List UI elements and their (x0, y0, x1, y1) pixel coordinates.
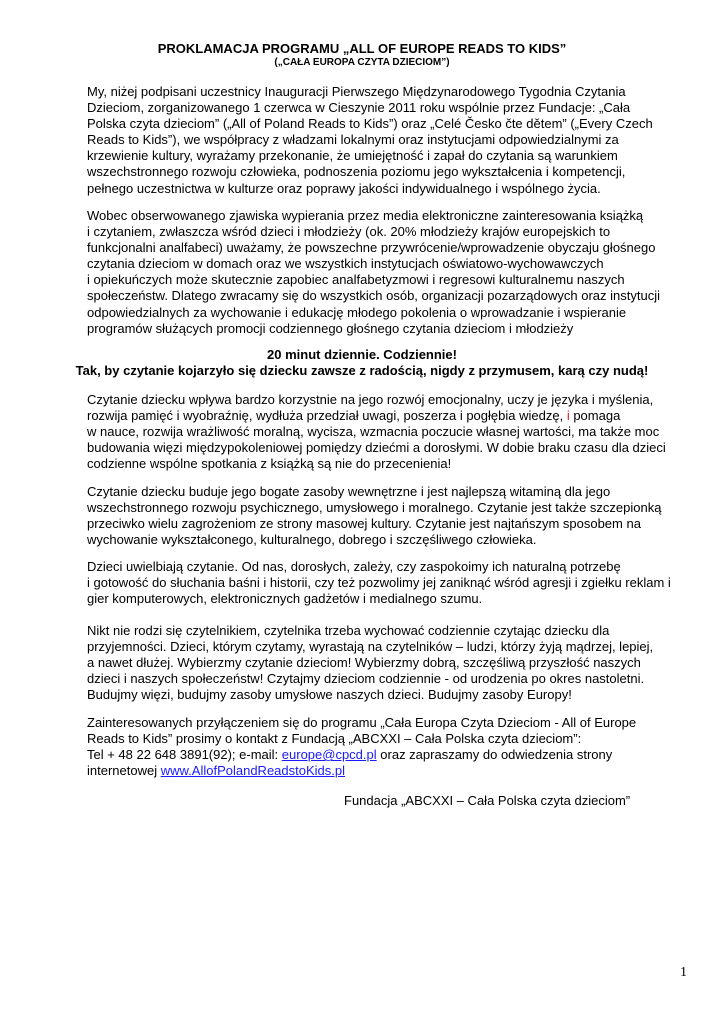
text-line: czytania dzieciom w domach oraz we wszystkich instytucjach oświatowo-wychowawczych (87, 256, 604, 272)
paragraph-benefits (87, 392, 689, 472)
text-line: krzewienie kultury, wyrażamy przekonanie, że umiejętność i zapał do czytania są warunkiem (87, 148, 618, 164)
text-line: Reads to Kids” prosimy o kontakt z Fundacją „ABCXXI – Cała Polska czyta dzieciom”: (87, 731, 582, 747)
text-line: wychowanie wykształconego, kulturalnego, dobrego i szczęśliwego człowieka. (87, 532, 537, 548)
text-line: programów służących promocji codziennego głośnego czytania dzieciom i młodzieży (87, 320, 574, 336)
text-line: Polska czyta dzieciom” („All of Poland Reads to Kids”) oraz „Celé Česko čte dětem” („Every Czech (87, 116, 653, 132)
paragraph-resources (87, 484, 689, 548)
text-fragment: internetowej (87, 763, 158, 779)
text-line: pełnego uczestnictwa w kulturze oraz poprawy jakości indywidualnego i wspólnego życia. (87, 180, 601, 196)
text-line: gier komputerowych, elektronicznych gadżetów i medialnego szumu. (87, 591, 483, 607)
email-link[interactable]: europe@cpcd.pl (281, 747, 377, 763)
text-line (87, 763, 689, 779)
text-line (87, 747, 689, 763)
text-fragment: oraz zapraszamy do odwiedzenia strony (380, 747, 613, 763)
slogan (0, 347, 724, 379)
text-line: Budujmy więzi, budujmy zasoby umysłowe naszych dzieci. Budujmy zasoby Europy! (87, 687, 572, 703)
paragraph-choose-reading (87, 623, 689, 703)
text-line: Nikt nie rodzi się czytelnikiem, czytelnika trzeba wychować codziennie czytając dziecku dla (87, 623, 610, 638)
text-line: Wobec obserwowanego zjawiska wypierania przez media elektroniczne zainteresowania książką (87, 208, 644, 223)
text-line: społeczeństw. Dlatego zwracamy się do wszystkich osób, organizacji pozarządowych oraz instytucji (87, 288, 660, 304)
text-line: Czytanie dziecku buduje jego bogate zasoby wewnętrzne i jest najlepszą witaminą dla jego (87, 484, 611, 499)
text-line: odpowiedzialnych za wychowanie i edukację młodego pokolenia o wprowadzanie i wspieranie (87, 304, 627, 320)
page-number: 1 (680, 965, 687, 980)
red-highlight: i (566, 408, 570, 424)
document-subtitle: („CAŁA EUROPA CZYTA DZIECIOM”) (274, 57, 450, 68)
text-line: wszechstronnego rozwoju psychicznego, umysłowego i moralnego. Czytanie jest także szczepionką (87, 500, 662, 516)
text-line: przyjemności. Dzieci, którym czytamy, wyrastają na czytelników – ludzi, którzy żyją mądrzej, lepiej, (87, 639, 654, 655)
text-line: Dzieciom, zorganizowanego 1 czerwca w Cieszynie 2011 roku wspólnie przez Fundacje: „Cała (87, 100, 631, 116)
text-line: przeciwko wielu zagrożeniom ze strony masowej kultury. Czytanie jest najtańszym sposobem na (87, 516, 641, 532)
text-line: w nauce, rozwija wrażliwość moralną, wycisza, wzmacnia poczucie własnej wartości, ma także moc (87, 424, 660, 440)
signature: Fundacja „ABCXXI – Cała Polska czyta dzieciom” (344, 793, 631, 808)
text-line: a nawet dłużej. Wybierzmy czytanie dzieciom! Wybierzmy dobrą, szczęśliwą przyszłość naszych (87, 655, 641, 671)
website-link[interactable]: www.AllofPolandReadstoKids.pl (160, 763, 346, 779)
text-line: Reads to Kids”), we współpracy z władzami lokalnymi oraz instytucjami odpowiedzialnymi za (87, 132, 619, 148)
text-line: i czytaniem, zwłaszcza wśród dzieci i młodzieży (ok. 20% młodzieży krajów europejskich to (87, 224, 611, 240)
text-fragment: Tel + 48 22 648 3891(92); e-mail: (87, 747, 279, 763)
slogan-subline: Tak, by czytanie kojarzyło się dziecku zawsze z radością, nigdy z przymusem, karą czy nudą! (75, 363, 649, 379)
text-fragment: rozwija pamięć i wyobraźnię, wydłuża przedział uwagi, poszerza i pogłębia wiedzę, (87, 408, 564, 424)
text-line: budowania więzi międzypokoleniowej pomiędzy dziećmi a dorosłymi. W dobie braku czasu dla dzieci (87, 440, 666, 456)
text-line: Czytanie dziecku wpływa bardzo korzystnie na jego rozwój emocjonalny, uczy je języka i myślenia, (87, 392, 654, 407)
document-title: PROKLAMACJA PROGRAMU „ALL OF EUROPE READS TO KIDS” (157, 41, 567, 56)
text-line: codzienne wspólne spotkania z książką są nie do przecenienia! (87, 456, 452, 472)
text-line: My, niżej podpisani uczestnicy Inauguracji Pierwszego Międzynarodowego Tygodnia Czytania (87, 84, 626, 99)
text-line: wszechstronnego rozwoju człowieka, podnoszenia poziomu jego wykształcenia i kompetencji, (87, 164, 626, 180)
text-line (87, 408, 689, 424)
paragraph-intro (87, 84, 689, 197)
slogan-headline: 20 minut dziennie. Codziennie! (267, 347, 457, 362)
text-line: i gotowość do słuchania baśni i historii, czy też pozwolimy jej zaniknąć wśród agresji i zgiełku reklam i (87, 575, 671, 591)
text-line: funkcjonalni analfabeci) uważamy, że powszechne przywrócenie/wprowadzenie obyczaju głośnego (87, 240, 656, 256)
paragraph-media (87, 208, 689, 337)
paragraph-contact (87, 715, 689, 779)
text-line: dzieci i naszych społeczeństw! Czytajmy dzieciom codziennie - od urodzenia po okres nastoletni. (87, 671, 645, 687)
paragraph-children-love-reading (87, 559, 689, 607)
text-line: Dzieci uwielbiają czytanie. Od nas, dorosłych, zależy, czy zaspokoimy ich naturalną potrzebę (87, 559, 621, 574)
text-line: Zainteresowanych przyłączeniem się do programu „Cała Europa Czyta Dzieciom - All of Europe (87, 715, 637, 730)
text-fragment: pomaga (573, 408, 621, 424)
text-line: i opiekuńczych może skutecznie zapobiec analfabetyzmowi i regresowi kulturalnemu naszych (87, 272, 625, 288)
